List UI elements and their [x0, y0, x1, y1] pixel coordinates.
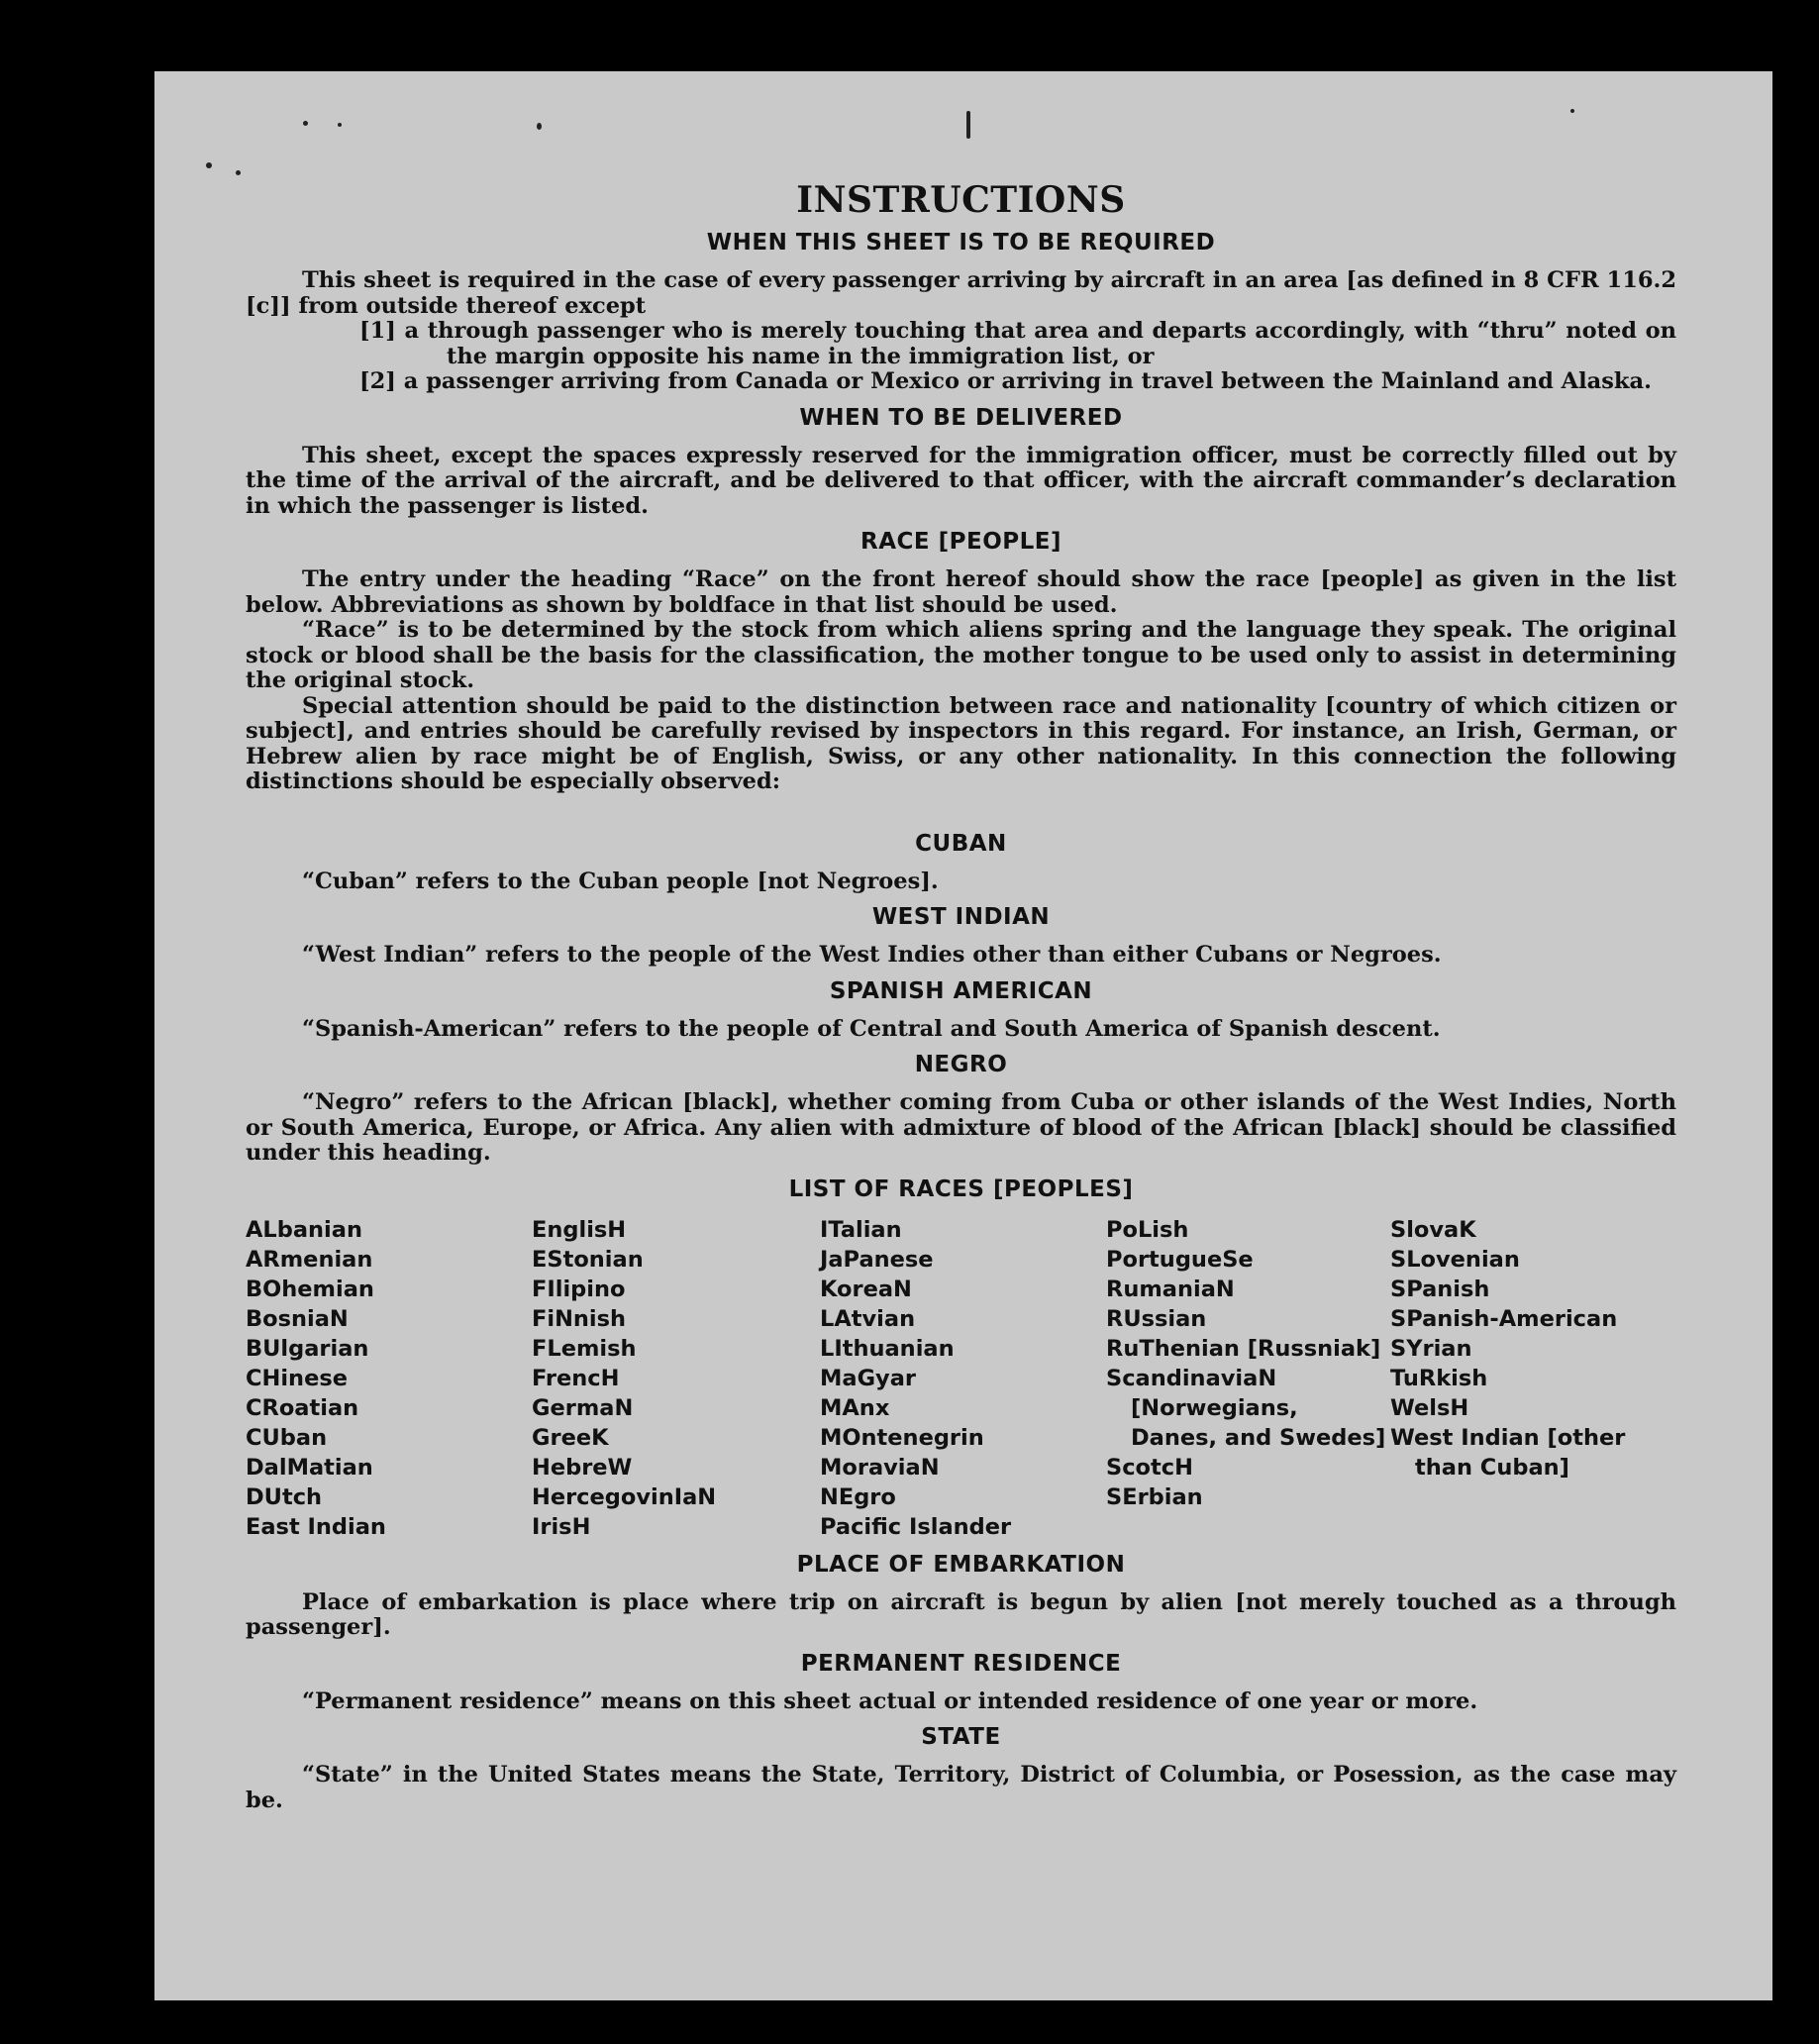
list-item: East Indian: [246, 1513, 386, 1540]
race-paragraph-2: “Race” is to be determined by the stock from which aliens spring and the language they speak. The original stock or blood shall be the basis for the classification, the mother tongue to be used only to assist in determining the original stock.: [246, 617, 1676, 693]
heading-when-delivered: WHEN TO BE DELIVERED: [799, 404, 1123, 431]
list-item: HebreW: [532, 1454, 633, 1481]
list-item: FIlipino: [532, 1276, 626, 1302]
list-item: PoLish: [1106, 1216, 1189, 1243]
list-item: CUban: [246, 1424, 328, 1451]
list-item: LIthuanian: [820, 1335, 955, 1362]
race-list-column-5: [1390, 1215, 1676, 1542]
instructions-content: [246, 180, 1676, 1813]
speck-mark: [206, 162, 212, 168]
heading-list-of-races: LIST OF RACES [PEOPLES]: [788, 1175, 1134, 1202]
list-item: KoreaN: [820, 1276, 912, 1302]
heading-state: STATE: [921, 1724, 1001, 1750]
list-item: PortugueSe: [1106, 1246, 1254, 1273]
document-page: [154, 71, 1772, 2000]
heading-west-indian: WEST INDIAN: [871, 904, 1051, 930]
race-paragraph-3: Special attention should be paid to the distinction between race and nationality [country of which citizen or subject], and entries should be carefully revised by inspectors in this regard. For instance, an Irish, German, or Hebrew alien by race might be of English, Swiss, or any other nationality. In this connection the following distinctions should be especially observed:: [246, 692, 1676, 794]
list-item: GreeK: [532, 1424, 609, 1451]
list-item: SPanish: [1390, 1276, 1490, 1302]
heading-negro: NEGRO: [914, 1052, 1008, 1077]
list-item: GermaN: [532, 1394, 634, 1421]
list-item: RuThenian [Russniak]: [1106, 1335, 1381, 1362]
embarkation-text: Place of embarkation is place where trip on aircraft is begun by alien [not merely touched as a through passenger].: [246, 1588, 1676, 1640]
list-item: ITalian: [820, 1216, 902, 1243]
heading-when-required: WHEN THIS SHEET IS TO BE REQUIRED: [706, 230, 1216, 256]
list-item: MaGyar: [820, 1365, 916, 1391]
list-item: LAtvian: [820, 1305, 916, 1332]
list-item: WelsH: [1390, 1394, 1469, 1421]
list-item: NEgro: [820, 1483, 896, 1510]
exception-item-2: [2] a passenger arriving from Canada or Mexico or arriving in travel between the Mainland and Alaska.: [359, 368, 1652, 394]
heading-spanish-american: SPANISH AMERICAN: [829, 977, 1093, 1004]
race-list-column-1: [246, 1215, 532, 1542]
exceptions-list: [359, 319, 1676, 395]
list-item: EnglisH: [532, 1216, 627, 1243]
list-item: MoraviaN: [820, 1454, 940, 1481]
race-list-table: [246, 1215, 1676, 1542]
list-item: ALbanian: [246, 1216, 362, 1243]
heading-place-of-embarkation: PLACE OF EMBARKATION: [796, 1551, 1126, 1578]
list-item: HercegovinIaN: [532, 1483, 717, 1510]
list-item: SPanish-American: [1390, 1305, 1618, 1332]
list-item: JaPanese: [820, 1246, 934, 1273]
race-list-column-4: [1106, 1215, 1390, 1542]
list-item: BosniaN: [246, 1305, 349, 1332]
exception-item-1: [1] a through passenger who is merely touching that area and departs accordingly, with “thru” noted on the margin opposite his name in the immigration list, or: [359, 318, 1676, 369]
heading-permanent-residence: PERMANENT RESIDENCE: [800, 1650, 1122, 1677]
list-item: ARmenian: [246, 1246, 373, 1273]
list-item: DalMatian: [246, 1454, 373, 1481]
speck-mark: [236, 170, 241, 175]
speck-mark: [338, 123, 342, 127]
page-title: INSTRUCTIONS: [796, 179, 1126, 221]
speck-mark: [303, 121, 308, 126]
west-indian-text: “West Indian” refers to the people of the West Indies other than either Cubans or Negroes.: [302, 942, 1442, 968]
list-item: IrisH: [532, 1513, 591, 1540]
state-text: “State” in the United States means the State, Territory, District of Columbia, or Posession, as the case may be.: [246, 1762, 1676, 1813]
list-item: DUtch: [246, 1483, 323, 1510]
heading-cuban: CUBAN: [915, 830, 1007, 857]
list-item: SErbian: [1106, 1483, 1203, 1510]
list-item: SYrian: [1390, 1335, 1472, 1362]
list-item: ScandinaviaN [Norwegians, Danes, and Swedes]: [1106, 1365, 1386, 1451]
delivered-text: This sheet, except the spaces expressly reserved for the immigration officer, must be correctly filled out by the time of the arrival of the aircraft, and be delivered to that officer, with the aircraft commander’s declaration in which the passenger is listed.: [246, 442, 1676, 519]
list-item: BUlgarian: [246, 1335, 369, 1362]
speck-mark: [1570, 109, 1574, 113]
race-list-column-3: [820, 1215, 1106, 1542]
list-item: FLemish: [532, 1335, 637, 1362]
list-item: TuRkish: [1390, 1365, 1488, 1391]
list-item: ScotcH: [1106, 1454, 1193, 1481]
list-item: SLovenian: [1390, 1246, 1520, 1273]
list-item: FrencH: [532, 1365, 620, 1391]
negro-text: “Negro” refers to the African [black], whether coming from Cuba or other islands of the West Indies, North or South America, Europe, or Africa. Any alien with admixture of blood of the African [black] should be classified under this heading.: [246, 1089, 1676, 1166]
speck-mark: [966, 111, 970, 139]
list-item: RUssian: [1106, 1305, 1207, 1332]
cuban-text: “Cuban” refers to the Cuban people [not Negroes].: [302, 868, 939, 894]
list-item: MAnx: [820, 1394, 890, 1421]
heading-race: RACE [PEOPLE]: [860, 529, 1061, 555]
list-item: Pacific Islander: [820, 1513, 1012, 1540]
list-item: CRoatian: [246, 1394, 359, 1421]
race-list-column-2: [532, 1215, 820, 1542]
list-item: FiNnish: [532, 1305, 627, 1332]
required-intro: This sheet is required in the case of every passenger arriving by aircraft in an area [as defined in 8 CFR 116.2 [c]] from outside thereof except: [246, 267, 1676, 319]
list-item: West Indian [other than Cuban]: [1390, 1424, 1626, 1481]
list-item: CHinese: [246, 1365, 348, 1391]
list-item: EStonian: [532, 1246, 644, 1273]
residence-text: “Permanent residence” means on this sheet actual or intended residence of one year or more.: [302, 1687, 1478, 1714]
list-item: SlovaK: [1390, 1216, 1476, 1243]
race-paragraph-1: The entry under the heading “Race” on the front hereof should show the race [people] as given in the list below. Abbreviations as shown by boldface in that list should be used.: [246, 566, 1676, 618]
spanish-american-text: “Spanish-American” refers to the people of Central and South America of Spanish descent.: [302, 1015, 1441, 1042]
list-item: RumaniaN: [1106, 1276, 1235, 1302]
list-item: BOhemian: [246, 1276, 374, 1302]
speck-mark: [537, 123, 542, 130]
list-item: MOntenegrin: [820, 1424, 984, 1451]
